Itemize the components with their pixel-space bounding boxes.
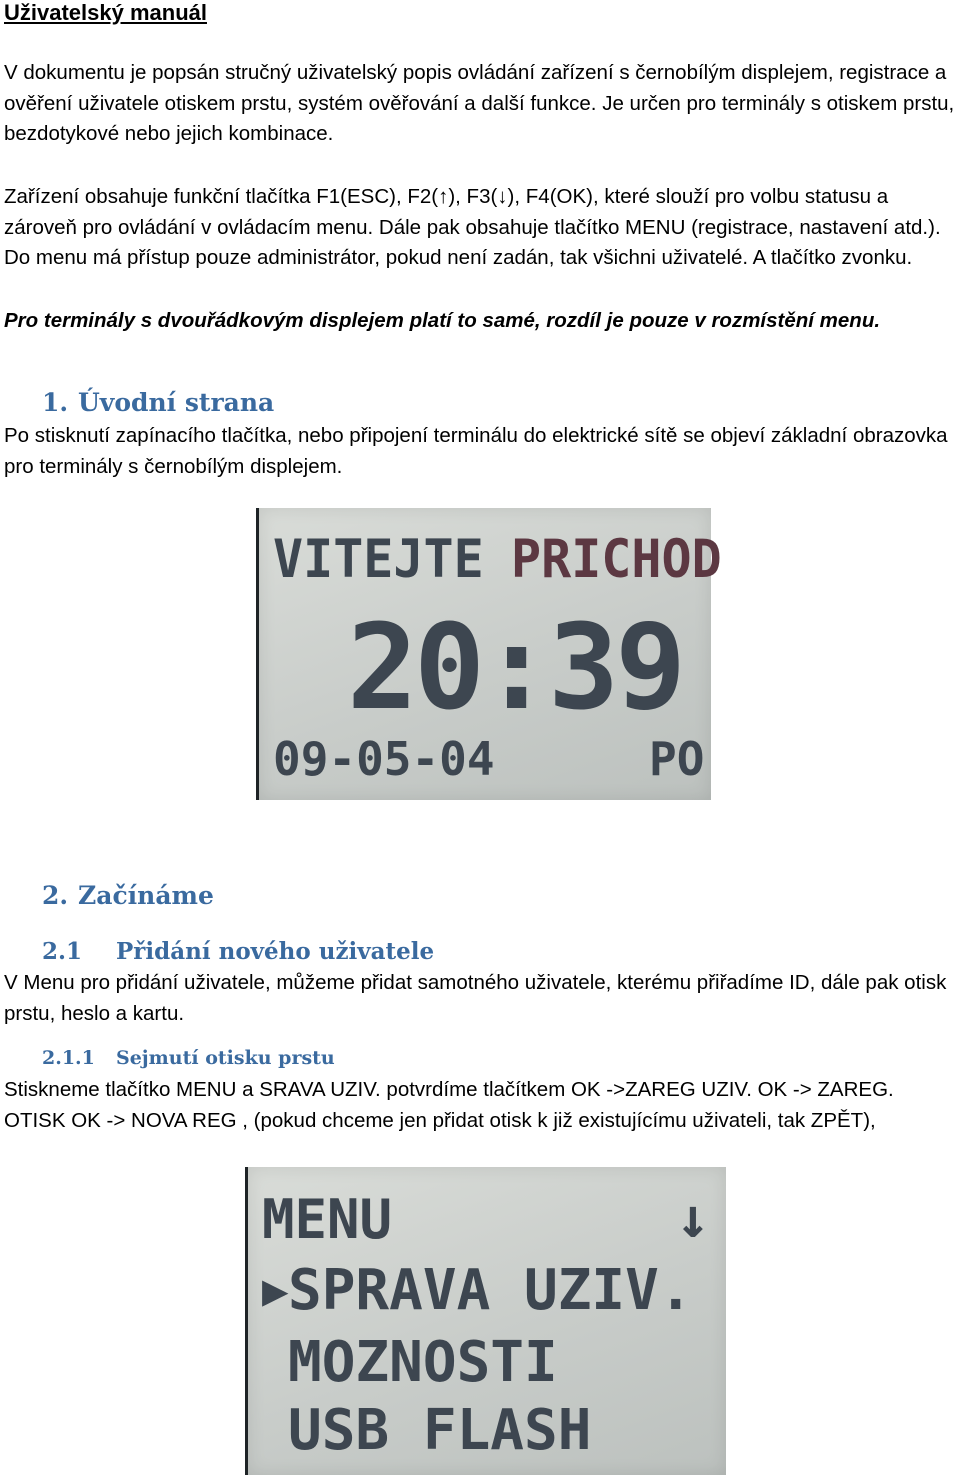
- section-2-title: Začínáme: [78, 881, 214, 910]
- intro-paragraph: V dokumentu je popsán stručný uživatelský popis ovládání zařízení s černobílým displejem, registrace a ověření uživatele otiskem prstu, systém ověřování a další funkce. Je určen pro terminály s otiskem prstu, bezdotykové nebo jejich kombinace.: [4, 61, 955, 145]
- section-1-number: 1.: [42, 388, 69, 417]
- scroll-down-arrow-icon: ↓: [676, 1186, 710, 1251]
- two-line-note: Pro terminály s dvouřádkovým displejem platí to samé, rozdíl je pouze v rozmístění menu.: [4, 309, 881, 332]
- menu-item-usb-flash: USB FLASH: [288, 1398, 592, 1463]
- section-2-1-1-title: Sejmutí otisku prstu: [116, 1047, 335, 1069]
- lcd-home-screen: [256, 508, 722, 800]
- section-2-1-number: 2.1: [42, 938, 83, 965]
- lcd-menu-screen: [245, 1167, 726, 1475]
- section-2-1-text: V Menu pro přidání uživatele, můžeme přidat samotného uživatele, kterému přiřadíme ID, dále pak otisk prstu, heslo a kartu.: [4, 971, 947, 1025]
- menu-item-sprava-uziv: SPRAVA UZIV.: [288, 1258, 693, 1323]
- menu-item-moznosti: MOZNOSTI: [288, 1330, 558, 1395]
- lcd-time: 20:39: [347, 598, 683, 736]
- section-2-1-heading: [42, 938, 434, 965]
- section-2-heading: [42, 881, 214, 910]
- section-2-1-1-number: 2.1.1: [42, 1047, 95, 1069]
- section-1-title: Úvodní strana: [78, 388, 275, 417]
- lcd-menu-title: MENU: [262, 1188, 393, 1251]
- section-2-number: 2.: [42, 881, 69, 910]
- buttons-paragraph: Zařízení obsahuje funkční tlačítka F1(ESC), F2(↑), F3(↓), F4(OK), které slouží pro volbu statusu a zároveň pro ovládání v ovládacím menu. Dále pak obsahuje tlačítko MENU (registrace, nastavení atd.). Do menu má přístup pouze administrátor, pokud není zadán, tak všichni uživatelé. A tlačítko zvonku.: [4, 185, 941, 269]
- section-1-text: Po stisknutí zapínacího tlačítka, nebo připojení terminálu do elektrické sítě se objeví základní obrazovka pro terminály s černobílým displejem.: [4, 424, 948, 478]
- lcd-greeting: VITEJTE: [273, 528, 484, 590]
- cursor-arrow-icon: ▶: [262, 1265, 289, 1316]
- section-2-1-1-heading: [42, 1047, 335, 1069]
- lcd-status: PRICHOD: [511, 528, 722, 590]
- lcd-weekday: PO: [649, 732, 705, 786]
- lcd-date: 09-05-04: [273, 732, 495, 786]
- section-2-1-1-text: Stiskneme tlačítko MENU a SRAVA UZIV. potvrdíme tlačítkem OK ->ZAREG UZIV. OK -> ZAREG. OTISK OK -> NOVA REG , (pokud chceme jen přidat otisk k již existujícímu uživateli, tak ZPĚT),: [4, 1078, 894, 1132]
- section-1-heading: [42, 388, 274, 417]
- document-title: Uživatelský manuál: [4, 0, 207, 25]
- section-2-1-title: Přidání nového uživatele: [116, 938, 435, 965]
